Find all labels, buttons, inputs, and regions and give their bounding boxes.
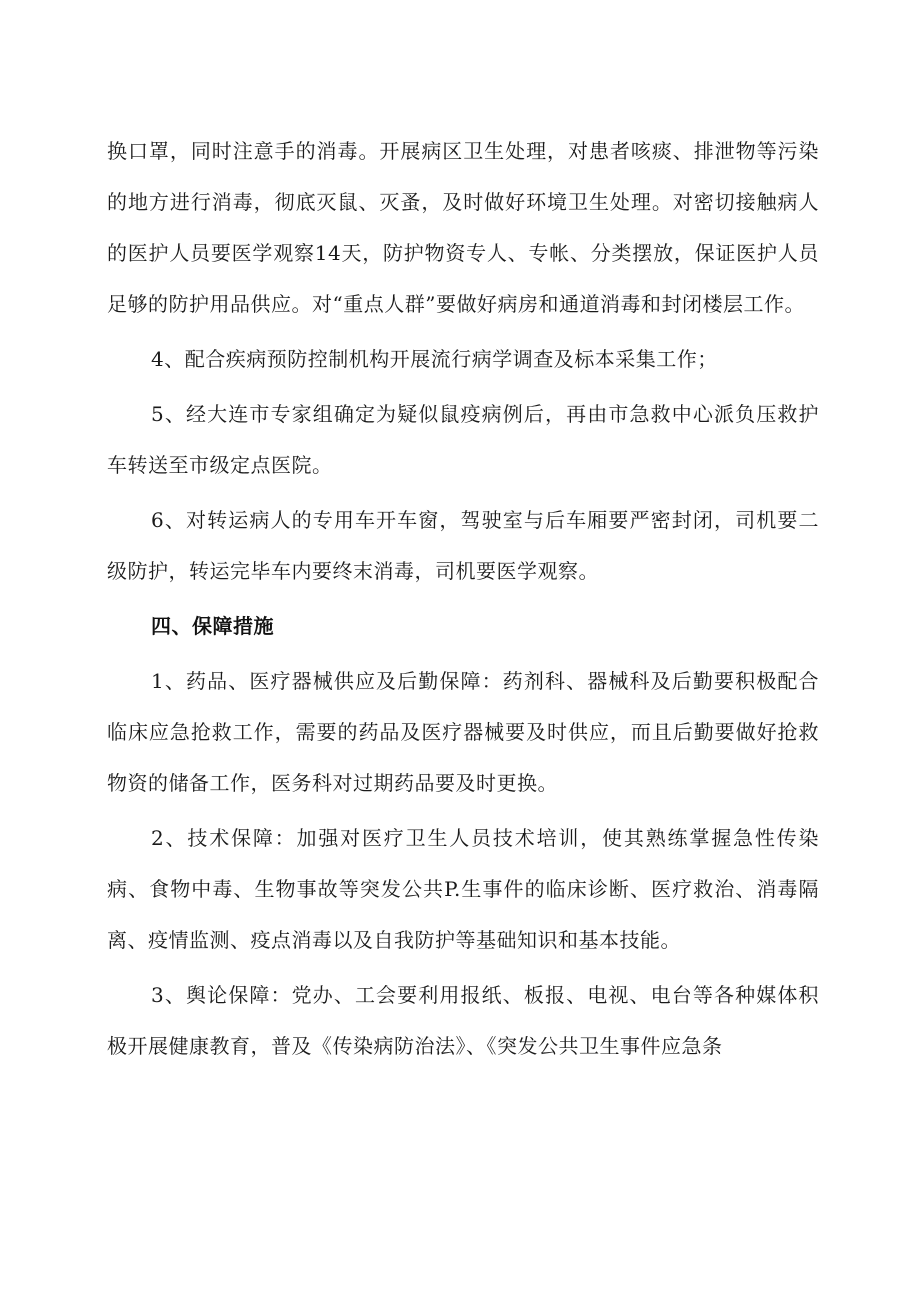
measure-item-3: 3、舆论保障：党办、工会要利用报纸、板报、电视、电台等各种媒体积极开展健康教育，普及《传染病防治法》、《突发公共卫生事件应急条 xyxy=(107,983,819,1058)
document-body xyxy=(107,126,819,1072)
measure-item-1: 1、药品、医疗器械供应及后勤保障：药剂科、器械科及后勤要积极配合临床应急抢救工作，需要的药品及医疗器械要及时供应，而且后勤要做好抢救物资的储备工作，医务科对过期药品要及时更换。 xyxy=(107,669,819,795)
paragraph-item-4: 4、配合疾病预防控制机构开展流行病学调查及标本采集工作； xyxy=(151,347,718,371)
paragraph-item-5: 5、经大连市专家组确定为疑似鼠疫病例后，再由市急救中心派负压救护车转送至市级定点医院。 xyxy=(107,402,819,477)
measure-item-2: 2、技术保障：加强对医疗卫生人员技术培训，使其熟练掌握急性传染病、食物中毒、生物事故等突发公共P.生事件的临床诊断、医疗救治、消毒隔离、疫情监测、疫点消毒以及自我防护等基础知识和基本技能。 xyxy=(107,826,819,952)
paragraph-item-6: 6、对转运病人的专用车开车窗，驾驶室与后车厢要严密封闭，司机要二级防护，转运完毕车内要终末消毒，司机要医学观察。 xyxy=(107,508,819,583)
paragraph-continued: 换口罩，同时注意手的消毒。开展病区卫生处理，对患者咳痰、排泄物等污染的地方进行消毒，彻底灭鼠、灭蚤，及时做好环境卫生处理。对密切接触病人的医护人员要医学观察14天，防护物资专人、专帐、分类摆放，保证医护人员足够的防护用品供应。对“重点人群”要做好病房和通道消毒和封闭楼层工作。 xyxy=(107,139,819,316)
section-heading-guarantee-measures: 四、保障措施 xyxy=(151,614,274,638)
